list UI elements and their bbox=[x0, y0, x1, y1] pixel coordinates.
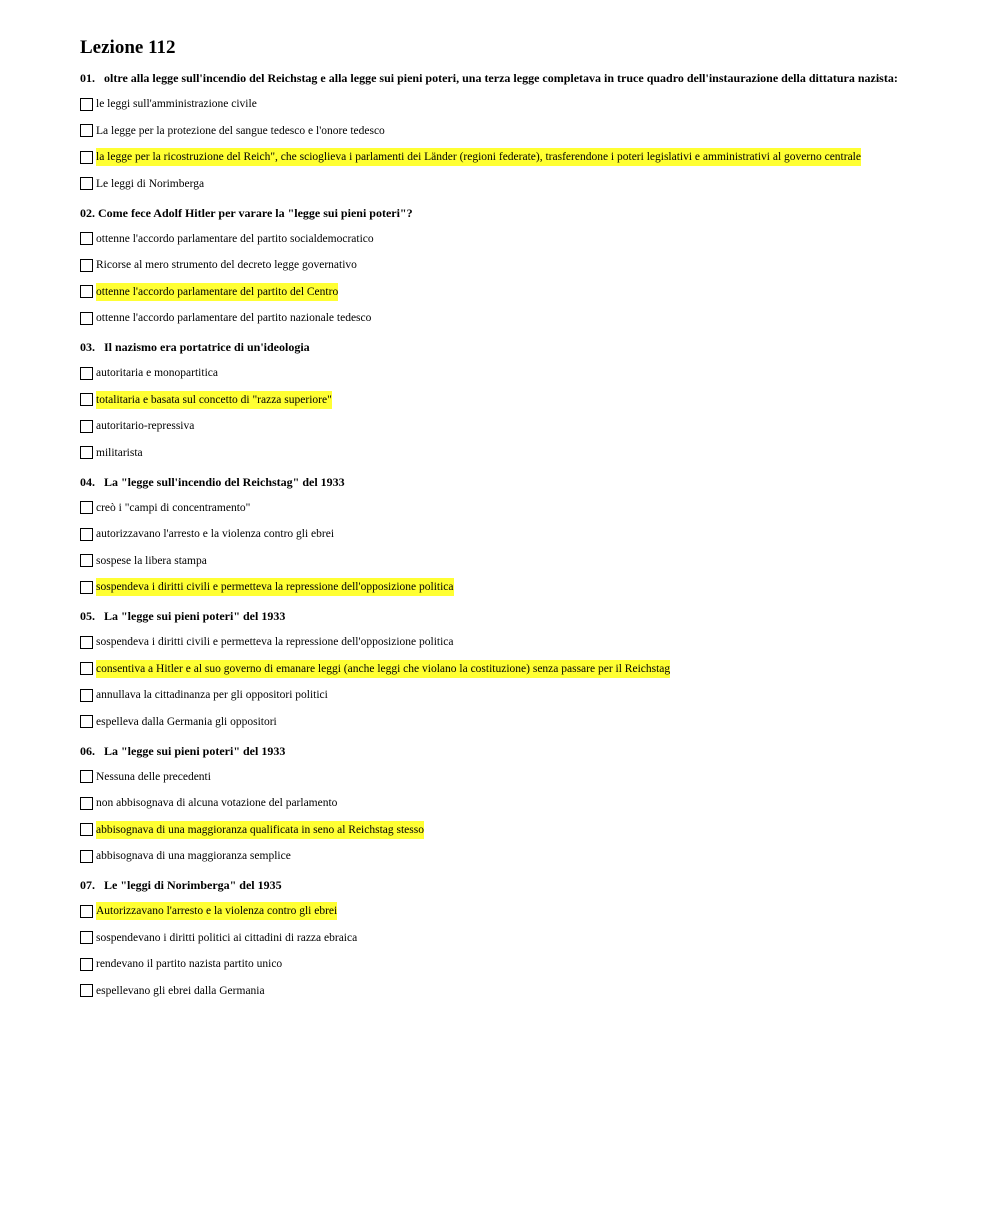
question-3 bbox=[80, 339, 980, 462]
question-text bbox=[80, 339, 980, 355]
answer-option bbox=[80, 175, 980, 193]
answer-option bbox=[80, 444, 980, 462]
answer-option bbox=[80, 768, 980, 786]
answer-option bbox=[80, 902, 980, 920]
answer-label: ottenne l'accordo parlamentare del partito socialdemocratico bbox=[96, 232, 374, 245]
answer-checkbox[interactable] bbox=[80, 581, 93, 594]
answer-options bbox=[80, 95, 980, 193]
answer-label: sospendeva i diritti civili e permetteva la repressione dell'opposizione politica bbox=[96, 636, 454, 648]
question-7 bbox=[80, 877, 980, 1000]
answer-option bbox=[80, 713, 980, 731]
answer-label: non abbisognava di alcuna votazione del parlamento bbox=[96, 797, 338, 809]
answer-checkbox[interactable] bbox=[80, 285, 93, 298]
answer-checkbox[interactable] bbox=[80, 232, 93, 245]
answer-label-highlighted: abbisognava di una maggioranza qualificata in seno al Reichstag stesso bbox=[96, 821, 424, 839]
question-1 bbox=[80, 70, 980, 193]
answer-options bbox=[80, 633, 980, 731]
answer-option bbox=[80, 309, 980, 327]
answer-option bbox=[80, 95, 980, 113]
question-6 bbox=[80, 743, 980, 866]
answer-options bbox=[80, 364, 980, 462]
question-number: 02. bbox=[80, 205, 95, 220]
answer-label: autoritario-repressiva bbox=[96, 420, 195, 432]
answer-checkbox[interactable] bbox=[80, 177, 93, 190]
answer-checkbox[interactable] bbox=[80, 151, 93, 164]
question-text bbox=[80, 474, 980, 490]
answer-option bbox=[80, 633, 980, 651]
answer-checkbox[interactable] bbox=[80, 259, 93, 272]
question-prompt: La "legge sui pieni poteri" del 1933 bbox=[104, 609, 286, 623]
answer-option bbox=[80, 525, 980, 543]
answer-option bbox=[80, 148, 980, 166]
answer-label-highlighted: ottenne l'accordo parlamentare del partito del Centro bbox=[96, 283, 338, 301]
question-text bbox=[80, 608, 980, 624]
lesson-title: Lezione 112 bbox=[80, 37, 176, 58]
answer-label: annullava la cittadinanza per gli oppositori politici bbox=[96, 689, 328, 701]
answer-checkbox[interactable] bbox=[80, 905, 93, 918]
answer-option bbox=[80, 391, 980, 409]
answer-label: espellevano gli ebrei dalla Germania bbox=[96, 984, 265, 997]
answer-label: autorizzavano l'arresto e la violenza contro gli ebrei bbox=[96, 528, 335, 540]
answer-options bbox=[80, 230, 980, 328]
answer-checkbox[interactable] bbox=[80, 850, 93, 863]
answer-label: autoritaria e monopartitica bbox=[96, 367, 218, 379]
answer-options bbox=[80, 768, 980, 866]
answer-checkbox[interactable] bbox=[80, 931, 93, 944]
answer-option bbox=[80, 499, 980, 517]
answer-label: ottenne l'accordo parlamentare del partito nazionale tedesco bbox=[96, 312, 372, 324]
answer-checkbox[interactable] bbox=[80, 797, 93, 810]
answer-label-highlighted: Autorizzavano l'arresto e la violenza contro gli ebrei bbox=[96, 902, 337, 920]
answer-option bbox=[80, 794, 980, 812]
question-prompt: La "legge sull'incendio del Reichstag" del 1933 bbox=[104, 474, 345, 489]
answer-option bbox=[80, 230, 980, 248]
answer-label: creò i "campi di concentramento" bbox=[96, 501, 251, 514]
answer-option bbox=[80, 552, 980, 570]
answer-label-highlighted: sospendeva i diritti civili e permetteva la repressione dell'opposizione politica bbox=[96, 578, 454, 596]
answer-checkbox[interactable] bbox=[80, 636, 93, 649]
answer-label-highlighted: consentiva a Hitler e al suo governo di emanare leggi (anche leggi che violano la costituzione) senza passare per il Reichstag bbox=[96, 660, 670, 678]
answer-option bbox=[80, 660, 980, 678]
question-text bbox=[80, 743, 980, 759]
answer-label: Nessuna delle precedenti bbox=[96, 770, 211, 783]
answer-checkbox[interactable] bbox=[80, 662, 93, 675]
answer-option bbox=[80, 982, 980, 1000]
answer-checkbox[interactable] bbox=[80, 715, 93, 728]
answer-option bbox=[80, 847, 980, 865]
question-number: 04. bbox=[80, 474, 95, 489]
answer-option bbox=[80, 929, 980, 947]
question-number: 07. bbox=[80, 878, 95, 892]
question-4 bbox=[80, 474, 980, 597]
answer-checkbox[interactable] bbox=[80, 446, 93, 459]
answer-label: rendevano il partito nazista partito unico bbox=[96, 958, 283, 970]
answer-options bbox=[80, 499, 980, 597]
answer-checkbox[interactable] bbox=[80, 958, 93, 971]
answer-label-highlighted: totalitaria e basata sul concetto di "razza superiore" bbox=[96, 391, 332, 409]
question-text bbox=[80, 205, 980, 221]
answer-checkbox[interactable] bbox=[80, 420, 93, 433]
answer-checkbox[interactable] bbox=[80, 393, 93, 406]
answer-label: La legge per la protezione del sangue tedesco e l'onore tedesco bbox=[96, 124, 385, 137]
answer-label: espelleva dalla Germania gli oppositori bbox=[96, 715, 277, 728]
questions-list bbox=[80, 70, 980, 1000]
question-number: 05. bbox=[80, 609, 95, 623]
answer-option bbox=[80, 417, 980, 435]
answer-checkbox[interactable] bbox=[80, 501, 93, 514]
answer-label: militarista bbox=[96, 446, 143, 459]
answer-option bbox=[80, 256, 980, 274]
answer-option bbox=[80, 122, 980, 140]
answer-label: abbisognava di una maggioranza semplice bbox=[96, 850, 291, 862]
answer-label: le leggi sull'amministrazione civile bbox=[96, 98, 257, 110]
answer-label: Ricorse al mero strumento del decreto legge governativo bbox=[96, 259, 357, 271]
question-5 bbox=[80, 608, 980, 731]
answer-option bbox=[80, 283, 980, 301]
answer-checkbox[interactable] bbox=[80, 984, 93, 997]
question-prompt: oltre alla legge sull'incendio del Reichstag e alla legge sui pieni poteri, una terza legge completava in truce quadro dell'instaurazione della dittatura nazista: bbox=[104, 71, 898, 85]
question-number: 01. bbox=[80, 71, 95, 85]
answer-checkbox[interactable] bbox=[80, 312, 93, 325]
answer-checkbox[interactable] bbox=[80, 689, 93, 702]
question-prompt: Come fece Adolf Hitler per varare la "legge sui pieni poteri"? bbox=[98, 205, 413, 220]
answer-label: Le leggi di Norimberga bbox=[96, 177, 205, 190]
question-prompt: La "legge sui pieni poteri" del 1933 bbox=[104, 743, 286, 758]
answer-option bbox=[80, 364, 980, 382]
question-prompt: Le "leggi di Norimberga" del 1935 bbox=[104, 878, 282, 892]
answer-label-highlighted: la legge per la ricostruzione del Reich", che scioglieva i parlamenti dei Länder (regioni federate), trasferendone i poteri legislativi e amministrativi al governo centrale bbox=[96, 148, 861, 166]
answer-checkbox[interactable] bbox=[80, 554, 93, 567]
answer-label: sospese la libera stampa bbox=[96, 554, 207, 567]
question-2 bbox=[80, 205, 980, 328]
question-prompt: Il nazismo era portatrice di un'ideologia bbox=[104, 340, 310, 354]
answer-checkbox[interactable] bbox=[80, 528, 93, 541]
answer-option bbox=[80, 686, 980, 704]
question-text bbox=[80, 70, 980, 86]
answer-label: sospendevano i diritti politici ai cittadini di razza ebraica bbox=[96, 931, 358, 944]
answer-options bbox=[80, 902, 980, 1000]
answer-option bbox=[80, 578, 980, 596]
answer-checkbox[interactable] bbox=[80, 770, 93, 783]
answer-checkbox[interactable] bbox=[80, 124, 93, 137]
question-text bbox=[80, 877, 980, 893]
quiz-page bbox=[80, 34, 980, 1008]
answer-checkbox[interactable] bbox=[80, 98, 93, 111]
answer-checkbox[interactable] bbox=[80, 823, 93, 836]
answer-checkbox[interactable] bbox=[80, 367, 93, 380]
answer-option bbox=[80, 955, 980, 973]
question-number: 03. bbox=[80, 340, 95, 354]
answer-option bbox=[80, 821, 980, 839]
question-number: 06. bbox=[80, 743, 95, 758]
